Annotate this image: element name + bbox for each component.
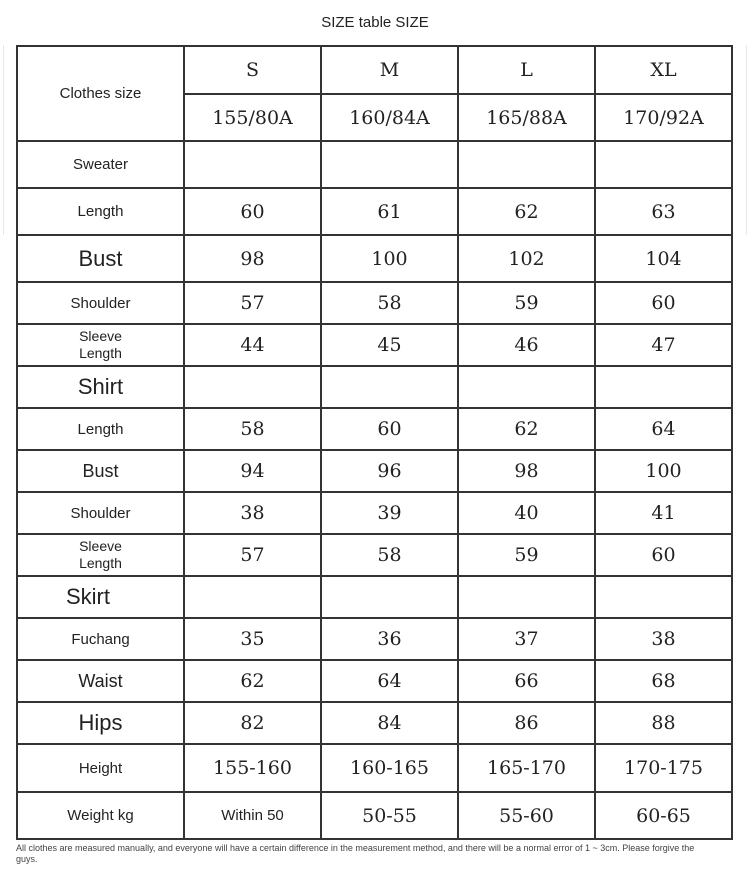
table-cell: 58 [321, 282, 458, 324]
row-label-sleeve-length [17, 324, 184, 366]
table-row [17, 744, 732, 792]
section-label-skirt: Skirt [17, 576, 184, 618]
empty-cell [458, 576, 595, 618]
table-cell: 59 [458, 534, 595, 576]
page-title: SIZE table SIZE [321, 14, 429, 31]
table-row [17, 534, 732, 576]
table-cell: 47 [595, 324, 732, 366]
size-m: M [321, 46, 458, 94]
table-row [17, 660, 732, 702]
table-cell: 60-65 [595, 792, 732, 839]
table-cell: 55-60 [458, 792, 595, 839]
table-cell: 35 [184, 618, 321, 660]
table-row [17, 188, 732, 235]
row-label-bust: Bust [17, 450, 184, 492]
row-label-bust: Bust [17, 235, 184, 282]
table-cell: 59 [458, 282, 595, 324]
table-row [17, 235, 732, 282]
table-cell: 37 [458, 618, 595, 660]
size-s: S [184, 46, 321, 94]
label-line: Sleeve [79, 538, 122, 554]
table-cell: 36 [321, 618, 458, 660]
row-label-fuchang: Fuchang [17, 618, 184, 660]
table-cell: 66 [458, 660, 595, 702]
empty-cell [321, 576, 458, 618]
table-cell: 45 [321, 324, 458, 366]
label-line: Length [79, 555, 122, 571]
table-cell: 38 [595, 618, 732, 660]
table-cell: 100 [321, 235, 458, 282]
table-cell: 41 [595, 492, 732, 534]
table-row [17, 702, 732, 744]
table-cell: 57 [184, 534, 321, 576]
table-cell: 160-165 [321, 744, 458, 792]
section-row-sweater [17, 141, 732, 188]
measurement-footnote: All clothes are measured manually, and everyone will have a certain difference in the measurement method, and there will be a normal error of 1 ~ 3cm. Please forgive the guys. [16, 843, 695, 864]
left-edge-line [3, 45, 4, 235]
table-cell: 62 [458, 408, 595, 450]
table-cell: 64 [595, 408, 732, 450]
table-row [17, 324, 732, 366]
row-label-length: Length [17, 408, 184, 450]
size-code-xl: 170/92A [595, 94, 732, 141]
clothes-size-label: Clothes size [17, 46, 184, 141]
empty-cell [184, 141, 321, 188]
empty-cell [184, 576, 321, 618]
table-row [17, 492, 732, 534]
label-line: Length [79, 345, 122, 361]
row-label-height: Height [17, 744, 184, 792]
table-cell: 98 [458, 450, 595, 492]
table-cell: 104 [595, 235, 732, 282]
table-cell: 60 [595, 282, 732, 324]
empty-cell [595, 366, 732, 408]
table-cell: 40 [458, 492, 595, 534]
empty-cell [458, 366, 595, 408]
table-cell: 60 [321, 408, 458, 450]
size-code-s: 155/80A [184, 94, 321, 141]
row-label-hips: Hips [17, 702, 184, 744]
table-row [17, 282, 732, 324]
empty-cell [184, 366, 321, 408]
table-cell: 61 [321, 188, 458, 235]
table-cell: 58 [321, 534, 458, 576]
table-cell: 46 [458, 324, 595, 366]
size-table [16, 45, 733, 840]
size-l: L [458, 46, 595, 94]
table-cell: 50-55 [321, 792, 458, 839]
empty-cell [321, 366, 458, 408]
empty-cell [595, 576, 732, 618]
table-cell: 44 [184, 324, 321, 366]
table-cell: 102 [458, 235, 595, 282]
table-cell: 68 [595, 660, 732, 702]
table-row [17, 792, 732, 839]
row-label-shoulder: Shoulder [17, 282, 184, 324]
table-cell: 39 [321, 492, 458, 534]
table-row [17, 618, 732, 660]
table-cell: 100 [595, 450, 732, 492]
table-cell: 60 [184, 188, 321, 235]
table-row [17, 408, 732, 450]
empty-cell [321, 141, 458, 188]
table-cell: 38 [184, 492, 321, 534]
table-cell: 62 [184, 660, 321, 702]
table-cell: Within 50 [184, 792, 321, 839]
table-cell: 155-160 [184, 744, 321, 792]
table-cell: 82 [184, 702, 321, 744]
section-row-skirt [17, 576, 732, 618]
section-label-sweater: Sweater [17, 141, 184, 188]
table-cell: 63 [595, 188, 732, 235]
size-xl: XL [595, 46, 732, 94]
empty-cell [595, 141, 732, 188]
size-code-m: 160/84A [321, 94, 458, 141]
table-cell: 94 [184, 450, 321, 492]
table-cell: 57 [184, 282, 321, 324]
table-cell: 62 [458, 188, 595, 235]
table-cell: 64 [321, 660, 458, 702]
label-line: Sleeve [79, 328, 122, 344]
row-label-shoulder: Shoulder [17, 492, 184, 534]
row-label-weight: Weight kg [17, 792, 184, 839]
table-row [17, 450, 732, 492]
row-label-sleeve-length [17, 534, 184, 576]
row-label-waist: Waist [17, 660, 184, 702]
table-cell: 86 [458, 702, 595, 744]
empty-cell [458, 141, 595, 188]
table-cell: 170-175 [595, 744, 732, 792]
table-cell: 58 [184, 408, 321, 450]
right-edge-line [746, 45, 747, 235]
table-cell: 96 [321, 450, 458, 492]
table-cell: 165-170 [458, 744, 595, 792]
size-header-row [17, 46, 732, 94]
table-cell: 98 [184, 235, 321, 282]
section-row-shirt [17, 366, 732, 408]
row-label-length: Length [17, 188, 184, 235]
size-code-l: 165/88A [458, 94, 595, 141]
table-cell: 60 [595, 534, 732, 576]
section-label-shirt: Shirt [17, 366, 184, 408]
table-cell: 84 [321, 702, 458, 744]
table-cell: 88 [595, 702, 732, 744]
